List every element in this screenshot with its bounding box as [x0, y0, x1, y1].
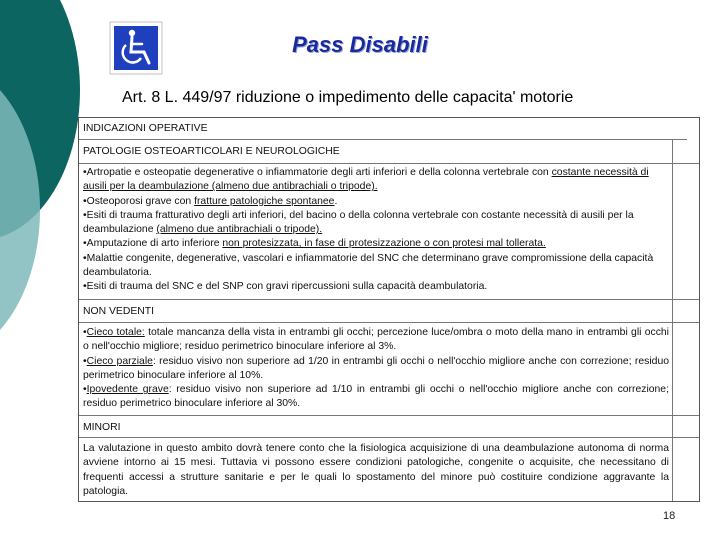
list-item: •Osteoporosi grave con fratture patologiche spontanee.: [83, 195, 338, 207]
operative-heading: INDICAZIONI OPERATIVE: [83, 123, 208, 134]
row-patologie-heading: [79, 140, 699, 164]
row-minori-heading: [79, 416, 699, 438]
side-cell: [672, 140, 699, 163]
side-cell: [672, 323, 699, 415]
list-item: •Artropatie e osteopatie degenerative o infiammatorie degli arti inferiori e della colonna vertebrale con costante necessità di ausili per la deambulazione (almeno due antibrachiali o tripode).: [83, 167, 649, 193]
row-nonvedenti-body: [79, 323, 699, 416]
minori-text: La valutazione in questo ambito dovrà tenere conto che la fisiologica acquisizione di una deambulazione autonoma di norma avviene intorno ai 15 mesi. Tuttavia vi possono essere condizioni patologiche, congenite o acquisite, che necessitano di frequenti accessi a strutture sanitarie e per le quali lo spostamento del minore può costituire condizione aggravante la patologia.: [83, 443, 669, 497]
row-operative: [79, 118, 687, 140]
list-item: •Amputazione di arto inferiore non protesizzata, in fase di protesizzazione o con protesi mal tollerata.: [83, 238, 546, 250]
page-number: 18: [663, 510, 676, 522]
page-subtitle: Art. 8 L. 449/97 riduzione o impedimento delle capacita' motorie: [122, 89, 574, 106]
nonvedenti-heading: NON VEDENTI: [83, 306, 155, 317]
side-cell: [672, 438, 699, 501]
nonvedenti-list: [83, 326, 669, 412]
row-nonvedenti-heading: [79, 300, 699, 323]
list-item: •Esiti di trauma del SNC e del SNP con gravi ripercussioni sulla capacità deambulatoria.: [83, 281, 488, 293]
document-frame: [78, 117, 700, 502]
page-title: Pass Disabili: [292, 32, 428, 57]
patologie-heading: PATOLOGIE OSTEOARTICOLARI E NEUROLOGICHE: [83, 146, 340, 157]
wheelchair-icon: [104, 16, 166, 78]
minori-heading: MINORI: [83, 422, 121, 433]
row-minori-body: [79, 438, 699, 501]
list-item: •Cieco totale: totale mancanza della vista in entrambi gli occhi; percezione luce/ombra o moto della mano in entrambi gli occhi o nell'occhio migliore; residuo perimetrico binoculare inferiore al 3%.: [83, 327, 669, 353]
side-cell: [672, 300, 699, 322]
side-cell: [672, 416, 699, 437]
row-patologie-body: [79, 164, 699, 300]
list-item: •Ipovedente grave: residuo visivo non superiore ad 1/10 in entrambi gli occhi o nell'occhio migliore anche con correzione; residuo perimetrico binoculare inferiore al 30%.: [83, 384, 669, 410]
list-item: •Esiti di trauma fratturativo degli arti inferiori, del bacino o della colonna vertebrale con costante necessità di ausili per la deambulazione (almeno due antibrachiali o tripode).: [83, 209, 634, 236]
list-item: •Cieco parziale: residuo visivo non superiore ad 1/20 in entrambi gli occhi o nell'occhio migliore anche con correzione; residuo perimetrico binoculare inferiore al 10%.: [83, 355, 669, 381]
side-cell: [672, 164, 699, 299]
list-item: •Malattie congenite, degenerative, vascolari e infiammatorie del SNC che determinano grave compromissione della capacità deambulatoria.: [83, 252, 654, 279]
patologie-list: [83, 166, 669, 295]
